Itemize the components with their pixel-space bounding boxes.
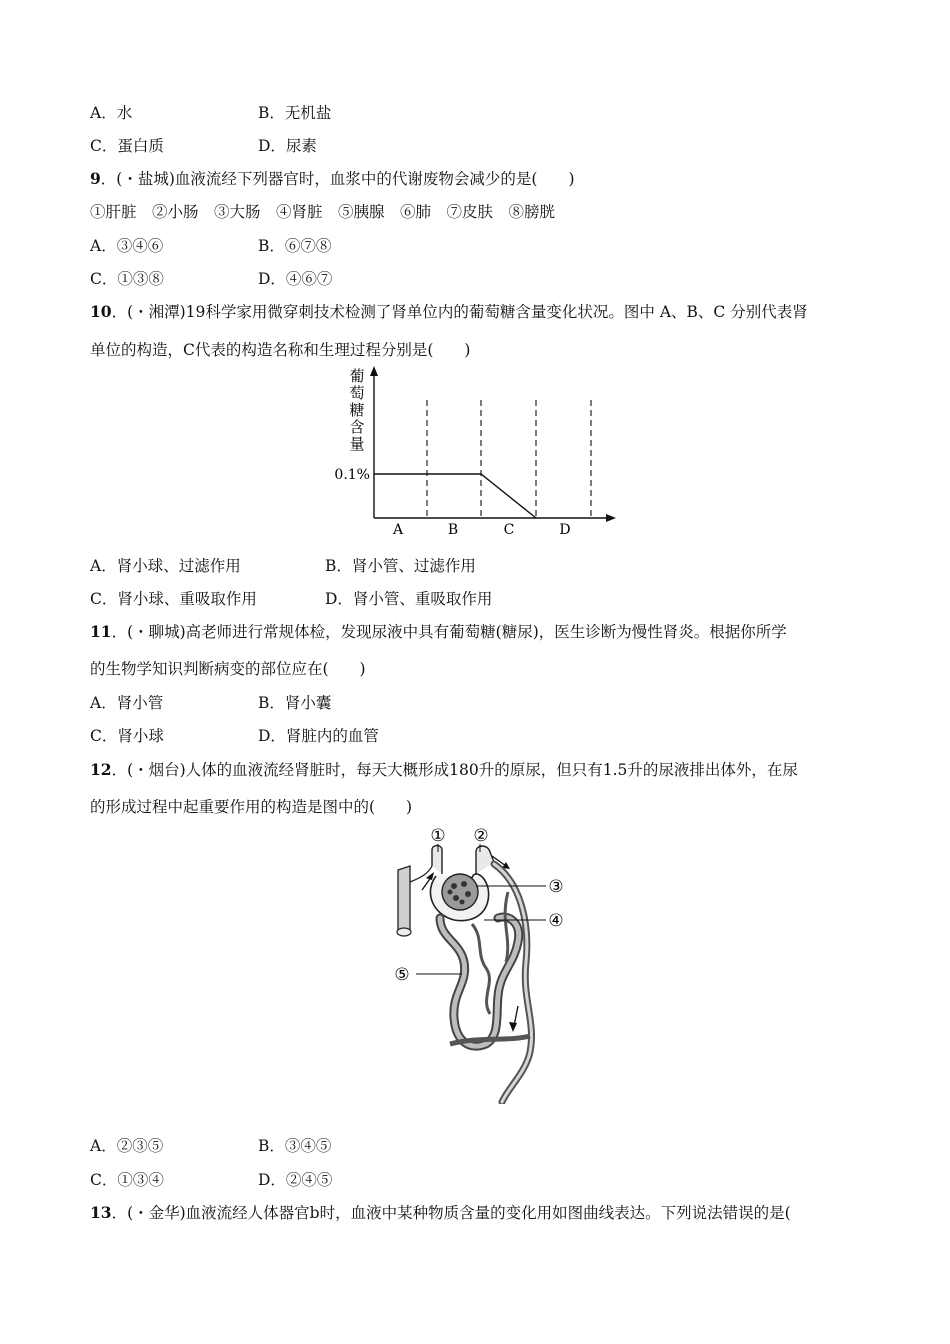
q10-ylabel-char-5: 量: [349, 435, 365, 453]
q12-nephron-diagram: [380, 822, 580, 1104]
q10-stem-text-1: ．(・湘潭)19科学家用微穿刺技术检测了肾单位内的葡萄糖含量变化状况。图中 A、B、C 分别代表肾: [111, 303, 808, 321]
q10-x-axis-arrow: [606, 514, 616, 522]
q10-ylabel-char-3: 糖: [349, 401, 365, 419]
q12-artery-stub: [398, 866, 410, 934]
q10-category-a: A: [392, 522, 404, 538]
q12-label-1: ①: [430, 826, 446, 846]
q12-option-a: A．②③⑤: [90, 1137, 164, 1155]
q9-stem: [90, 169, 575, 189]
q11-option-b: B．肾小囊: [258, 694, 332, 712]
q10-stem-line-2: 单位的构造，C代表的构造名称和生理过程分别是( ): [90, 341, 471, 359]
q10-option-c: C．肾小球、重吸取作用: [90, 590, 257, 608]
q9-option-a: A．③④⑥: [90, 237, 164, 255]
q11-option-d: D．肾脏内的血管: [258, 727, 379, 745]
q11-option-a: A．肾小管: [90, 694, 164, 712]
q12-option-c: C．①③④: [90, 1171, 164, 1189]
q10-ylabel-char-4: 含: [349, 418, 365, 436]
q13-number: 13: [90, 1203, 112, 1222]
q8-option-c: C．蛋白质: [90, 137, 164, 155]
q12-stem-line-2: 的形成过程中起重要作用的构造是图中的( ): [90, 798, 413, 816]
q10-y-axis-arrow: [370, 366, 378, 376]
q12-label-3: ③: [548, 877, 564, 897]
q9-number: 9: [90, 169, 101, 188]
q12-afferent-arteriole: [432, 846, 442, 875]
q10-number: 10: [90, 302, 112, 321]
q12-artery-opening: [397, 928, 411, 936]
q12-option-b: B．③④⑤: [258, 1137, 332, 1155]
q13-stem: [90, 1203, 791, 1223]
q12-label-5: ⑤: [394, 965, 410, 985]
q11-option-c: C．肾小球: [90, 727, 164, 745]
q13-stem-text: ．(・金华)血液流经人体器官b时，血液中某种物质含量的变化用如图曲线表达。下列说法错误的是(: [111, 1204, 791, 1222]
q10-option-d: D．肾小管、重吸取作用: [325, 590, 493, 608]
q8-option-d: D．尿素: [258, 137, 317, 155]
q12-efferent-arteriole: [476, 846, 494, 874]
q8-option-a: A．水: [90, 104, 133, 122]
q12-label-2: ②: [473, 826, 489, 846]
q12-option-d: D．②④⑤: [258, 1171, 333, 1189]
q12-label-4: ④: [548, 911, 564, 931]
q10-option-a: A．肾小球、过滤作用: [90, 557, 241, 575]
q10-ytick-label: 0.1%: [334, 467, 370, 483]
q12-stem-line-1: [90, 760, 798, 780]
q12-number: 12: [90, 760, 112, 779]
q9-option-b: B．⑥⑦⑧: [258, 237, 332, 255]
q11-number: 11: [90, 622, 112, 641]
q9-stem-text: ．(・盐城)血液流经下列器官时，血浆中的代谢废物会减少的是( ): [100, 170, 575, 188]
q12-stem-text-1: ．(・烟台)人体的血液流经肾脏时，每天大概形成180升的原尿，但只有1.5升的尿液排出体外，在尿: [111, 761, 798, 779]
q8-option-b: B．无机盐: [258, 104, 332, 122]
q9-option-c: C．①③⑧: [90, 270, 164, 288]
q9-organ-list: ①肝脏 ②小肠 ③大肠 ④肾脏 ⑤胰腺 ⑥肺 ⑦皮肤 ⑧膀胱: [90, 203, 556, 221]
q11-stem-line-1: [90, 622, 787, 642]
q10-ylabel-char-1: 葡: [349, 367, 365, 385]
q10-category-b: B: [447, 522, 459, 538]
q12-glomerulus: [442, 874, 478, 910]
q10-category-c: C: [503, 522, 515, 538]
q10-stem-line-1: [90, 302, 808, 322]
q10-category-d: D: [559, 522, 571, 538]
q10-glucose-chart: [326, 364, 622, 540]
q11-stem-text-1: ．(・聊城)高老师进行常规体检，发现尿液中具有葡萄糖(糖尿)，医生诊断为慢性肾炎。根据你所学: [111, 623, 787, 641]
q9-option-d: D．④⑥⑦: [258, 270, 333, 288]
q11-stem-line-2: 的生物学知识判断病变的部位应在( ): [90, 660, 366, 678]
q10-glucose-curve: [374, 474, 536, 518]
q10-option-b: B．肾小管、过滤作用: [325, 557, 476, 575]
q10-ylabel-char-2: 萄: [349, 384, 365, 402]
